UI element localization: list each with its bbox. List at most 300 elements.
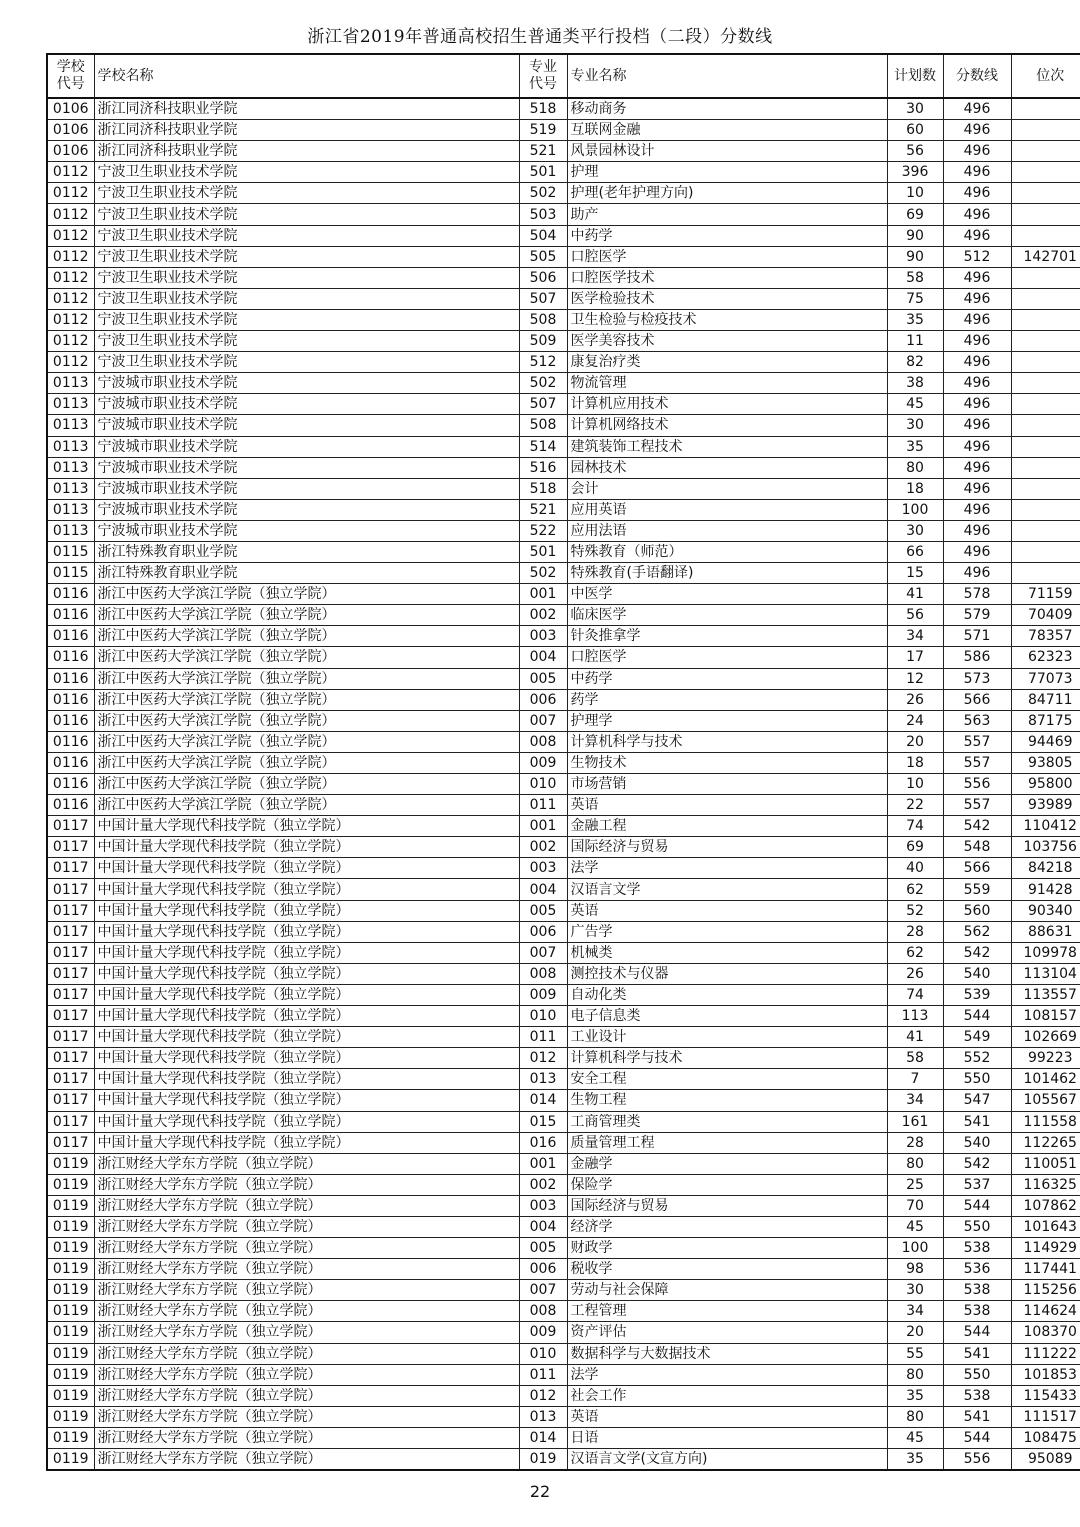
- table-header-row: [47, 54, 1080, 98]
- cell-score-line: 557: [943, 795, 1011, 816]
- header-major-name: 专业名称: [567, 54, 887, 98]
- cell-major-code: 002: [519, 605, 567, 626]
- cell-major-code: 011: [519, 1364, 567, 1385]
- cell-plan-count: 35: [887, 309, 943, 330]
- table-row: [47, 520, 1080, 541]
- cell-school-name: 中国计量大学现代科技学院（独立学院）: [94, 879, 519, 900]
- cell-score-line: 571: [943, 626, 1011, 647]
- cell-score-line: 579: [943, 605, 1011, 626]
- cell-school-name: 中国计量大学现代科技学院（独立学院）: [94, 921, 519, 942]
- cell-school-code: 0117: [47, 963, 94, 984]
- cell-rank: 95800: [1011, 774, 1080, 795]
- table-row: [47, 1006, 1080, 1027]
- cell-school-code: 0106: [47, 141, 94, 162]
- cell-school-code: 0119: [47, 1449, 94, 1471]
- cell-major-name: 社会工作: [567, 1385, 887, 1406]
- cell-major-code: 005: [519, 1238, 567, 1259]
- cell-rank: 102669: [1011, 1027, 1080, 1048]
- cell-school-code: 0113: [47, 457, 94, 478]
- cell-school-code: 0113: [47, 415, 94, 436]
- cell-school-name: 浙江中医药大学滨江学院（独立学院）: [94, 795, 519, 816]
- cell-major-name: 移动商务: [567, 98, 887, 120]
- cell-plan-count: 7: [887, 1069, 943, 1090]
- table-row: [47, 647, 1080, 668]
- cell-major-code: 002: [519, 837, 567, 858]
- cell-school-code: 0117: [47, 1069, 94, 1090]
- cell-major-code: 007: [519, 710, 567, 731]
- cell-rank: 94469: [1011, 731, 1080, 752]
- cell-rank: [1011, 331, 1080, 352]
- cell-school-code: 0115: [47, 541, 94, 562]
- cell-rank: 101462: [1011, 1069, 1080, 1090]
- cell-rank: [1011, 394, 1080, 415]
- cell-school-code: 0116: [47, 710, 94, 731]
- cell-plan-count: 56: [887, 605, 943, 626]
- cell-plan-count: 35: [887, 1385, 943, 1406]
- cell-major-name: 工商管理类: [567, 1111, 887, 1132]
- cell-score-line: 560: [943, 900, 1011, 921]
- cell-plan-count: 70: [887, 1195, 943, 1216]
- cell-rank: [1011, 120, 1080, 141]
- table-row: [47, 415, 1080, 436]
- cell-score-line: 496: [943, 288, 1011, 309]
- table-row: [47, 731, 1080, 752]
- cell-school-code: 0117: [47, 858, 94, 879]
- table-row: [47, 879, 1080, 900]
- cell-major-code: 008: [519, 963, 567, 984]
- cell-plan-count: 113: [887, 1006, 943, 1027]
- cell-school-name: 宁波城市职业技术学院: [94, 373, 519, 394]
- cell-rank: [1011, 204, 1080, 225]
- cell-plan-count: 26: [887, 963, 943, 984]
- table-row: [47, 795, 1080, 816]
- cell-major-name: 国际经济与贸易: [567, 837, 887, 858]
- cell-major-name: 安全工程: [567, 1069, 887, 1090]
- cell-school-code: 0119: [47, 1195, 94, 1216]
- cell-plan-count: 28: [887, 921, 943, 942]
- cell-score-line: 496: [943, 373, 1011, 394]
- cell-plan-count: 20: [887, 1322, 943, 1343]
- cell-rank: 95089: [1011, 1449, 1080, 1471]
- cell-school-code: 0116: [47, 584, 94, 605]
- cell-school-name: 浙江中医药大学滨江学院（独立学院）: [94, 584, 519, 605]
- cell-plan-count: 10: [887, 183, 943, 204]
- cell-school-name: 宁波城市职业技术学院: [94, 415, 519, 436]
- cell-school-code: 0116: [47, 605, 94, 626]
- cell-major-code: 521: [519, 499, 567, 520]
- table-row: [47, 267, 1080, 288]
- cell-major-code: 001: [519, 584, 567, 605]
- cell-score-line: 556: [943, 1449, 1011, 1471]
- cell-score-line: 578: [943, 584, 1011, 605]
- cell-school-name: 浙江中医药大学滨江学院（独立学院）: [94, 752, 519, 773]
- cell-major-name: 中药学: [567, 225, 887, 246]
- cell-school-code: 0106: [47, 120, 94, 141]
- cell-major-name: 护理: [567, 162, 887, 183]
- cell-school-name: 浙江财经大学东方学院（独立学院）: [94, 1322, 519, 1343]
- cell-school-code: 0113: [47, 478, 94, 499]
- cell-plan-count: 18: [887, 752, 943, 773]
- cell-major-code: 505: [519, 246, 567, 267]
- cell-plan-count: 100: [887, 499, 943, 520]
- cell-plan-count: 90: [887, 246, 943, 267]
- cell-school-name: 浙江中医药大学滨江学院（独立学院）: [94, 626, 519, 647]
- cell-score-line: 496: [943, 457, 1011, 478]
- cell-school-code: 0117: [47, 984, 94, 1005]
- cell-score-line: 496: [943, 98, 1011, 120]
- cell-plan-count: 69: [887, 204, 943, 225]
- cell-major-name: 针灸推拿学: [567, 626, 887, 647]
- cell-school-name: 浙江财经大学东方学院（独立学院）: [94, 1427, 519, 1448]
- cell-score-line: 566: [943, 858, 1011, 879]
- cell-school-code: 0113: [47, 520, 94, 541]
- cell-school-code: 0112: [47, 183, 94, 204]
- table-row: [47, 499, 1080, 520]
- cell-major-name: 中医学: [567, 584, 887, 605]
- cell-plan-count: 24: [887, 710, 943, 731]
- cell-major-name: 会计: [567, 478, 887, 499]
- cell-school-name: 中国计量大学现代科技学院（独立学院）: [94, 900, 519, 921]
- cell-major-name: 计算机科学与技术: [567, 731, 887, 752]
- cell-school-code: 0117: [47, 942, 94, 963]
- header-major-code: [519, 54, 567, 98]
- cell-major-code: 516: [519, 457, 567, 478]
- cell-rank: 91428: [1011, 879, 1080, 900]
- cell-score-line: 549: [943, 1027, 1011, 1048]
- cell-major-code: 007: [519, 1280, 567, 1301]
- cell-plan-count: 45: [887, 1427, 943, 1448]
- cell-school-code: 0117: [47, 921, 94, 942]
- cell-major-name: 英语: [567, 900, 887, 921]
- cell-score-line: 544: [943, 1427, 1011, 1448]
- cell-rank: 110051: [1011, 1153, 1080, 1174]
- cell-major-code: 010: [519, 774, 567, 795]
- cell-school-name: 浙江同济科技职业学院: [94, 98, 519, 120]
- cell-school-code: 0116: [47, 668, 94, 689]
- cell-major-code: 508: [519, 309, 567, 330]
- cell-rank: 113557: [1011, 984, 1080, 1005]
- table-row: [47, 900, 1080, 921]
- cell-score-line: 562: [943, 921, 1011, 942]
- cell-major-code: 519: [519, 120, 567, 141]
- cell-score-line: 496: [943, 309, 1011, 330]
- cell-school-name: 宁波卫生职业技术学院: [94, 204, 519, 225]
- cell-major-code: 507: [519, 394, 567, 415]
- table-row: [47, 141, 1080, 162]
- cell-major-code: 501: [519, 162, 567, 183]
- cell-rank: 90340: [1011, 900, 1080, 921]
- cell-major-code: 004: [519, 879, 567, 900]
- cell-score-line: 566: [943, 689, 1011, 710]
- cell-school-name: 浙江中医药大学滨江学院（独立学院）: [94, 647, 519, 668]
- cell-major-code: 006: [519, 689, 567, 710]
- cell-major-code: 004: [519, 1216, 567, 1237]
- cell-rank: 110412: [1011, 816, 1080, 837]
- cell-major-code: 501: [519, 541, 567, 562]
- cell-major-name: 市场营销: [567, 774, 887, 795]
- cell-rank: 77073: [1011, 668, 1080, 689]
- cell-plan-count: 62: [887, 879, 943, 900]
- cell-score-line: 537: [943, 1174, 1011, 1195]
- cell-school-name: 浙江财经大学东方学院（独立学院）: [94, 1153, 519, 1174]
- cell-plan-count: 34: [887, 626, 943, 647]
- cell-rank: [1011, 98, 1080, 120]
- cell-plan-count: 58: [887, 267, 943, 288]
- cell-major-code: 016: [519, 1132, 567, 1153]
- cell-rank: 108475: [1011, 1427, 1080, 1448]
- cell-major-name: 保险学: [567, 1174, 887, 1195]
- cell-school-name: 浙江特殊教育职业学院: [94, 563, 519, 584]
- cell-school-code: 0119: [47, 1280, 94, 1301]
- cell-school-code: 0117: [47, 1006, 94, 1027]
- cell-score-line: 496: [943, 183, 1011, 204]
- table-row: [47, 457, 1080, 478]
- cell-school-code: 0119: [47, 1216, 94, 1237]
- cell-school-name: 浙江财经大学东方学院（独立学院）: [94, 1216, 519, 1237]
- cell-school-name: 浙江中医药大学滨江学院（独立学院）: [94, 731, 519, 752]
- cell-school-name: 中国计量大学现代科技学院（独立学院）: [94, 816, 519, 837]
- cell-school-name: 中国计量大学现代科技学院（独立学院）: [94, 1069, 519, 1090]
- cell-major-name: 英语: [567, 1406, 887, 1427]
- table-row: [47, 1343, 1080, 1364]
- cell-major-name: 财政学: [567, 1238, 887, 1259]
- cell-major-name: 计算机网络技术: [567, 415, 887, 436]
- cell-score-line: 550: [943, 1364, 1011, 1385]
- cell-major-name: 质量管理工程: [567, 1132, 887, 1153]
- cell-school-name: 中国计量大学现代科技学院（独立学院）: [94, 1006, 519, 1027]
- cell-plan-count: 80: [887, 1406, 943, 1427]
- cell-rank: 101853: [1011, 1364, 1080, 1385]
- cell-rank: 111517: [1011, 1406, 1080, 1427]
- cell-plan-count: 35: [887, 1449, 943, 1471]
- cell-school-code: 0116: [47, 731, 94, 752]
- cell-school-name: 宁波卫生职业技术学院: [94, 331, 519, 352]
- cell-rank: 112265: [1011, 1132, 1080, 1153]
- cell-plan-count: 60: [887, 120, 943, 141]
- cell-school-code: 0112: [47, 162, 94, 183]
- table-row: [47, 352, 1080, 373]
- cell-score-line: 496: [943, 499, 1011, 520]
- cell-major-code: 504: [519, 225, 567, 246]
- cell-school-name: 浙江财经大学东方学院（独立学院）: [94, 1449, 519, 1471]
- table-row: [47, 563, 1080, 584]
- cell-rank: 88631: [1011, 921, 1080, 942]
- cell-school-name: 中国计量大学现代科技学院（独立学院）: [94, 984, 519, 1005]
- cell-plan-count: 55: [887, 1343, 943, 1364]
- cell-school-name: 中国计量大学现代科技学院（独立学院）: [94, 1048, 519, 1069]
- cell-rank: 114624: [1011, 1301, 1080, 1322]
- cell-score-line: 563: [943, 710, 1011, 731]
- cell-plan-count: 74: [887, 984, 943, 1005]
- cell-school-code: 0116: [47, 752, 94, 773]
- cell-major-code: 502: [519, 563, 567, 584]
- cell-score-line: 496: [943, 120, 1011, 141]
- cell-major-code: 506: [519, 267, 567, 288]
- cell-school-code: 0116: [47, 647, 94, 668]
- cell-school-code: 0116: [47, 689, 94, 710]
- cell-score-line: 544: [943, 1322, 1011, 1343]
- cell-major-name: 数据科学与大数据技术: [567, 1343, 887, 1364]
- cell-rank: [1011, 520, 1080, 541]
- table-row: [47, 1216, 1080, 1237]
- table-row: [47, 774, 1080, 795]
- cell-rank: [1011, 309, 1080, 330]
- cell-major-code: 005: [519, 668, 567, 689]
- cell-rank: 109978: [1011, 942, 1080, 963]
- cell-score-line: 559: [943, 879, 1011, 900]
- cell-plan-count: 69: [887, 837, 943, 858]
- cell-score-line: 496: [943, 267, 1011, 288]
- table-row: [47, 541, 1080, 562]
- header-school-code-line2: 代号: [56, 76, 85, 92]
- cell-school-code: 0113: [47, 436, 94, 457]
- cell-school-code: 0119: [47, 1153, 94, 1174]
- cell-rank: 108370: [1011, 1322, 1080, 1343]
- cell-school-code: 0117: [47, 900, 94, 921]
- cell-school-code: 0116: [47, 626, 94, 647]
- cell-rank: 84218: [1011, 858, 1080, 879]
- cell-rank: [1011, 499, 1080, 520]
- cell-school-name: 宁波卫生职业技术学院: [94, 183, 519, 204]
- table-row: [47, 288, 1080, 309]
- cell-school-name: 宁波卫生职业技术学院: [94, 309, 519, 330]
- cell-school-code: 0117: [47, 816, 94, 837]
- cell-major-name: 经济学: [567, 1216, 887, 1237]
- table-row: [47, 1132, 1080, 1153]
- cell-rank: 142701: [1011, 246, 1080, 267]
- cell-major-name: 应用英语: [567, 499, 887, 520]
- cell-plan-count: 45: [887, 394, 943, 415]
- cell-score-line: 557: [943, 731, 1011, 752]
- cell-major-name: 电子信息类: [567, 1006, 887, 1027]
- cell-major-name: 药学: [567, 689, 887, 710]
- cell-score-line: 541: [943, 1111, 1011, 1132]
- cell-major-name: 医学检验技术: [567, 288, 887, 309]
- cell-school-name: 浙江中医药大学滨江学院（独立学院）: [94, 774, 519, 795]
- cell-major-code: 013: [519, 1069, 567, 1090]
- cell-major-name: 口腔医学技术: [567, 267, 887, 288]
- cell-rank: 117441: [1011, 1259, 1080, 1280]
- cell-score-line: 496: [943, 331, 1011, 352]
- cell-major-name: 医学美容技术: [567, 331, 887, 352]
- page-number: 22: [529, 1482, 551, 1501]
- cell-major-name: 金融工程: [567, 816, 887, 837]
- table-row: [47, 1238, 1080, 1259]
- cell-major-code: 503: [519, 204, 567, 225]
- header-major-code-line1: 专业: [529, 59, 557, 75]
- cell-score-line: 496: [943, 204, 1011, 225]
- cell-plan-count: 80: [887, 457, 943, 478]
- cell-school-name: 浙江同济科技职业学院: [94, 141, 519, 162]
- cell-school-code: 0117: [47, 1048, 94, 1069]
- cell-major-name: 应用法语: [567, 520, 887, 541]
- cell-school-name: 宁波卫生职业技术学院: [94, 246, 519, 267]
- cell-school-name: 宁波卫生职业技术学院: [94, 267, 519, 288]
- cell-rank: [1011, 183, 1080, 204]
- cell-score-line: 541: [943, 1343, 1011, 1364]
- cell-plan-count: 10: [887, 774, 943, 795]
- table-row: [47, 98, 1080, 120]
- cell-score-line: 547: [943, 1090, 1011, 1111]
- cell-plan-count: 75: [887, 288, 943, 309]
- cell-major-name: 广告学: [567, 921, 887, 942]
- cell-score-line: 544: [943, 1195, 1011, 1216]
- cell-major-code: 015: [519, 1111, 567, 1132]
- cell-major-name: 税收学: [567, 1259, 887, 1280]
- cell-plan-count: 22: [887, 795, 943, 816]
- cell-rank: 115433: [1011, 1385, 1080, 1406]
- cell-plan-count: 38: [887, 373, 943, 394]
- cell-school-name: 浙江财经大学东方学院（独立学院）: [94, 1343, 519, 1364]
- cell-score-line: 556: [943, 774, 1011, 795]
- cell-plan-count: 34: [887, 1090, 943, 1111]
- table-row: [47, 331, 1080, 352]
- table-row: [47, 1301, 1080, 1322]
- cell-rank: 71159: [1011, 584, 1080, 605]
- cell-major-code: 008: [519, 731, 567, 752]
- cell-major-code: 006: [519, 921, 567, 942]
- cell-score-line: 541: [943, 1406, 1011, 1427]
- cell-school-name: 浙江财经大学东方学院（独立学院）: [94, 1406, 519, 1427]
- cell-rank: 105567: [1011, 1090, 1080, 1111]
- cell-school-code: 0117: [47, 1132, 94, 1153]
- cell-score-line: 552: [943, 1048, 1011, 1069]
- cell-major-name: 口腔医学: [567, 246, 887, 267]
- cell-major-code: 512: [519, 352, 567, 373]
- cell-school-name: 浙江中医药大学滨江学院（独立学院）: [94, 710, 519, 731]
- cell-school-code: 0112: [47, 331, 94, 352]
- cell-school-code: 0119: [47, 1427, 94, 1448]
- cell-school-code: 0117: [47, 1090, 94, 1111]
- cell-rank: [1011, 288, 1080, 309]
- table-row: [47, 605, 1080, 626]
- cell-school-name: 中国计量大学现代科技学院（独立学院）: [94, 942, 519, 963]
- cell-plan-count: 30: [887, 520, 943, 541]
- cell-school-name: 浙江中医药大学滨江学院（独立学院）: [94, 668, 519, 689]
- cell-major-name: 日语: [567, 1427, 887, 1448]
- cell-plan-count: 40: [887, 858, 943, 879]
- header-plan: 计划数: [887, 54, 943, 98]
- cell-plan-count: 52: [887, 900, 943, 921]
- table-row: [47, 225, 1080, 246]
- cell-major-code: 012: [519, 1048, 567, 1069]
- header-score: 分数线: [943, 54, 1011, 98]
- cell-major-name: 生物工程: [567, 1090, 887, 1111]
- table-row: [47, 1048, 1080, 1069]
- cell-major-code: 014: [519, 1090, 567, 1111]
- header-school-code-line1: 学校: [56, 59, 85, 75]
- cell-score-line: 496: [943, 394, 1011, 415]
- cell-school-name: 浙江财经大学东方学院（独立学院）: [94, 1301, 519, 1322]
- cell-school-name: 宁波城市职业技术学院: [94, 394, 519, 415]
- cell-plan-count: 17: [887, 647, 943, 668]
- cell-plan-count: 80: [887, 1364, 943, 1385]
- table-row: [47, 921, 1080, 942]
- cell-major-code: 507: [519, 288, 567, 309]
- cell-major-name: 物流管理: [567, 373, 887, 394]
- cell-major-code: 003: [519, 858, 567, 879]
- table-row: [47, 478, 1080, 499]
- cell-plan-count: 396: [887, 162, 943, 183]
- table-row: [47, 1280, 1080, 1301]
- cell-school-code: 0112: [47, 246, 94, 267]
- cell-score-line: 496: [943, 436, 1011, 457]
- cell-major-code: 011: [519, 795, 567, 816]
- cell-rank: [1011, 352, 1080, 373]
- cell-school-name: 中国计量大学现代科技学院（独立学院）: [94, 1090, 519, 1111]
- table-row: [47, 689, 1080, 710]
- cell-school-code: 0117: [47, 1027, 94, 1048]
